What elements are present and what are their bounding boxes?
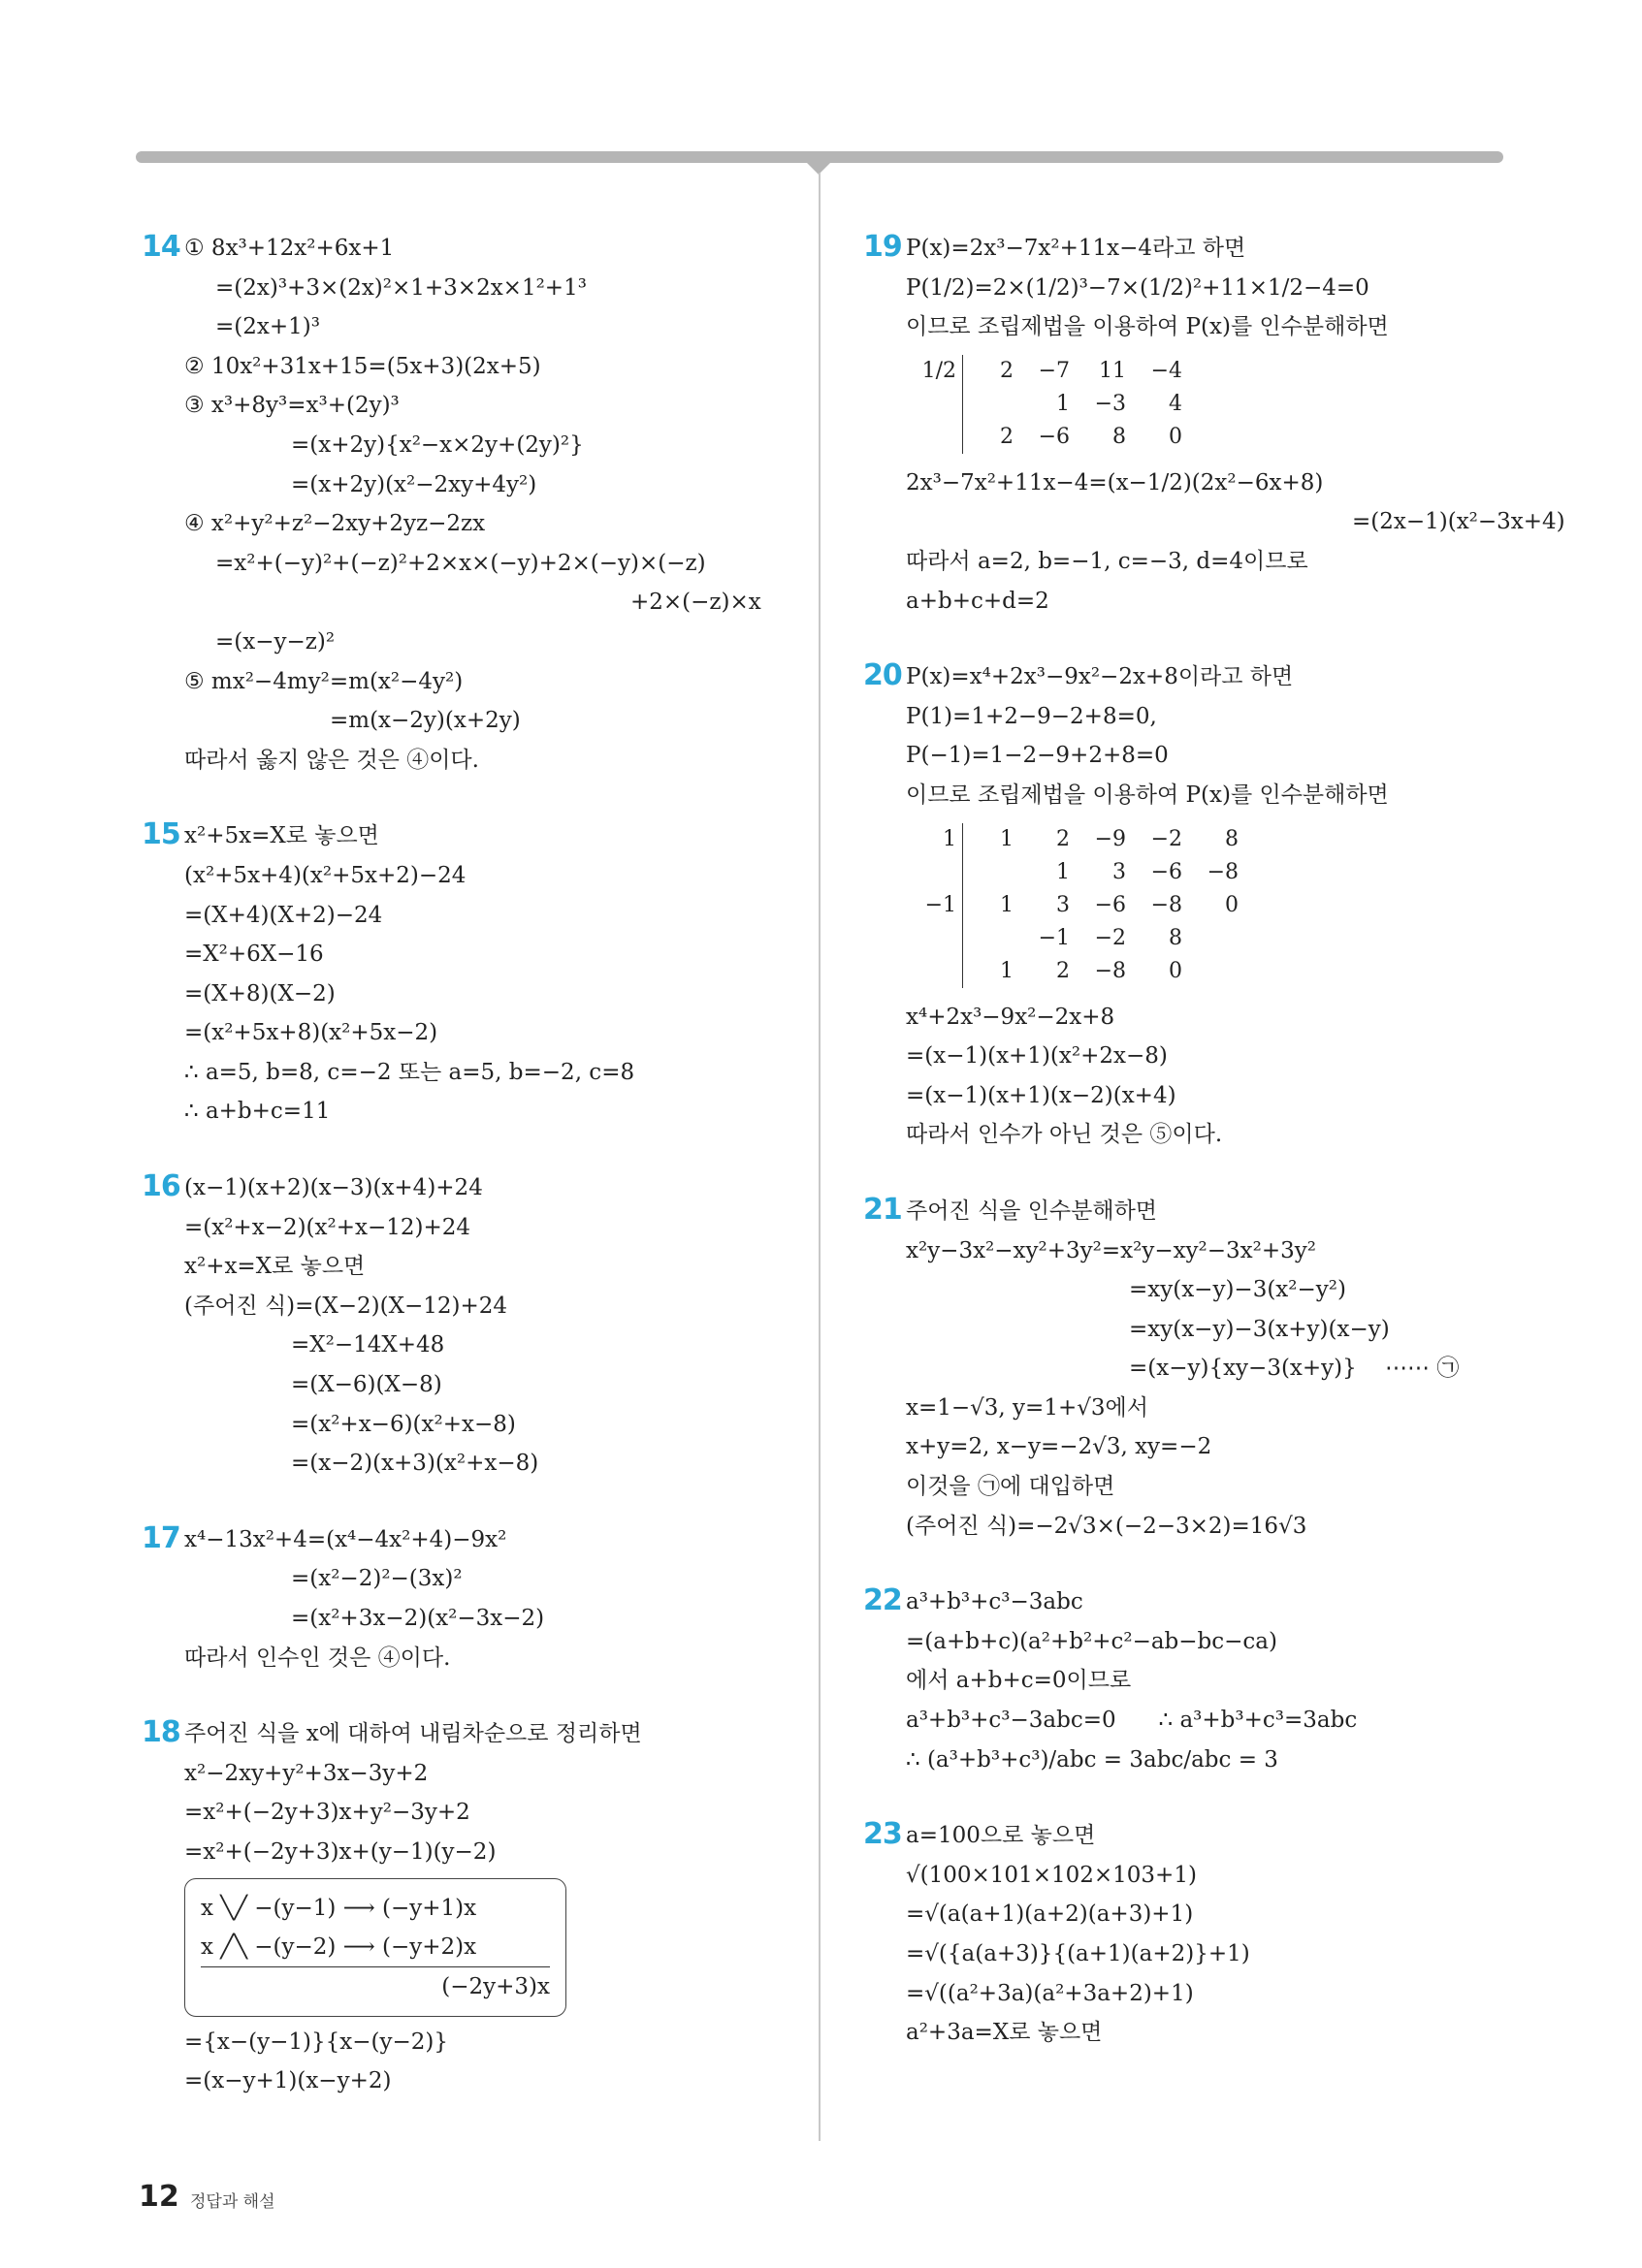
solution-line: √(100×101×102×103+1) xyxy=(906,1862,1197,1888)
problem-23 xyxy=(863,1816,1503,2053)
cross-multiplication-box xyxy=(184,1878,566,2017)
synthetic-cell xyxy=(1188,922,1244,955)
solution-line: x=1−√3, y=1+√3에서 xyxy=(906,1394,1148,1421)
problem-22 xyxy=(863,1582,1503,1779)
problem-number: 20 xyxy=(863,658,902,693)
solution-line: =(x−y+1)(x−y+2) xyxy=(184,2068,392,2094)
solution-line: ③ x³+8y³=x³+(2y)³ xyxy=(184,393,400,419)
synthetic-cell: 2 xyxy=(1056,959,1070,984)
solution-line: 에서 a+b+c=0이므로 xyxy=(906,1668,1132,1694)
solution-line: =√((a²+3a)(a²+3a+2)+1) xyxy=(906,1980,1194,2006)
synthetic-cell: −4 xyxy=(1150,359,1182,384)
cross-line: x ╱╲ −(y−2) ⟶ (−y+2)x xyxy=(201,1933,477,1960)
solution-line: a³+b³+c³−3abc xyxy=(906,1589,1083,1615)
problem-number: 19 xyxy=(863,230,902,264)
problem-number: 15 xyxy=(142,817,180,852)
solution-line: x²+x=X로 놓으면 xyxy=(184,1254,366,1280)
solution-line: =(x²+x−6)(x²+x−8) xyxy=(291,1411,516,1437)
synthetic-cell: −6 xyxy=(1038,425,1070,450)
problem-number: 14 xyxy=(142,230,180,264)
solution-line: =(X−6)(X−8) xyxy=(291,1372,442,1398)
synthetic-cell: −8 xyxy=(1094,959,1126,984)
solution-line: P(1)=1+2−9−2+8=0, xyxy=(906,703,1157,729)
solution-line: P(x)=x⁴+2x³−9x²−2x+8이라고 하면 xyxy=(906,664,1294,690)
solution-line: =(X+8)(X−2) xyxy=(184,980,336,1006)
solution-line: +2×(−z)×x xyxy=(630,590,761,616)
solution-line: =X²+6X−16 xyxy=(184,942,324,968)
synthetic-cell: 0 xyxy=(1169,425,1182,450)
synthetic-cell: 3 xyxy=(1112,860,1126,885)
solution-line: ④ x²+y²+z²−2xy+2yz−2zx xyxy=(184,511,486,537)
solution-line: 이므로 조립제법을 이용하여 P(x)를 인수분해하면 xyxy=(906,782,1389,808)
solution-line: a³+b³+c³−3abc=0 ∴ a³+b³+c³=3abc xyxy=(906,1708,1358,1734)
synthetic-cell: 2 xyxy=(963,421,1020,454)
solution-line: x+y=2, x−y=−2√3, xy=−2 xyxy=(906,1434,1212,1460)
solution-line: =(x−2)(x+3)(x²+x−8) xyxy=(291,1451,539,1477)
solution-line: ⑤ mx²−4my²=m(x²−4y²) xyxy=(184,668,464,694)
synthetic-cell: 1 xyxy=(963,889,1020,922)
solution-line: 따라서 인수가 아닌 것은 ⑤이다. xyxy=(906,1122,1223,1148)
synthetic-cell: −3 xyxy=(1094,392,1126,417)
solution-line: =(2x+1)³ xyxy=(215,314,320,340)
solution-line: =(x+2y){x²−x×2y+(2y)²} xyxy=(291,431,584,458)
synthetic-cell xyxy=(963,856,1020,889)
synthetic-cell xyxy=(906,955,963,988)
solution-line: =(x−y−z)² xyxy=(215,628,336,655)
left-column xyxy=(142,229,791,2138)
solution-line: =x²+(−2y+3)x+(y−1)(y−2) xyxy=(184,1838,497,1865)
solution-line: P(−1)=1−2−9+2+8=0 xyxy=(906,743,1169,769)
synthetic-cell: 11 xyxy=(1099,359,1126,384)
solution-line: (x²+5x+4)(x²+5x+2)−24 xyxy=(184,862,467,888)
synthetic-cell: −1 xyxy=(924,893,956,918)
synthetic-cell: 1 xyxy=(963,823,1020,856)
solution-line: =(x−1)(x+1)(x²+2x−8) xyxy=(906,1043,1168,1070)
synthetic-cell: −6 xyxy=(1150,860,1182,885)
solution-line: =(x²+3x−2)(x²−3x−2) xyxy=(291,1606,545,1631)
problem-14 xyxy=(142,229,791,780)
solution-line: 2x³−7x²+11x−4=(x−1/2)(2x²−6x+8) xyxy=(906,469,1324,495)
synthetic-cell xyxy=(1188,955,1244,988)
solution-line: =xy(x−y)−3(x²−y²) xyxy=(1129,1277,1346,1303)
solution-line: =(x²−2)²−(3x)² xyxy=(291,1566,463,1592)
synthetic-cell: −2 xyxy=(1094,926,1126,951)
synthetic-cell: 8 xyxy=(1112,425,1126,450)
synthetic-cell: 1 xyxy=(1056,392,1070,417)
synthetic-cell: 1/2 xyxy=(921,359,956,384)
solution-line: =(x−1)(x+1)(x−2)(x+4) xyxy=(906,1082,1176,1108)
problem-21 xyxy=(863,1192,1503,1546)
solution-line: 따라서 a=2, b=−1, c=−3, d=4이므로 xyxy=(906,548,1308,574)
problem-number: 18 xyxy=(142,1715,180,1750)
problem-body xyxy=(142,1714,791,2101)
solution-line: =X²−14X+48 xyxy=(291,1332,445,1358)
synthetic-cell: −8 xyxy=(1150,893,1182,918)
synthetic-cell: 1 xyxy=(943,827,956,852)
solution-line: 이므로 조립제법을 이용하여 P(x)를 인수분해하면 xyxy=(906,314,1389,340)
solution-line: 따라서 인수인 것은 ④이다. xyxy=(184,1645,451,1671)
problem-17 xyxy=(142,1520,791,1677)
solution-line: =(2x)³+3×(2x)²×1+3×2x×1²+1³ xyxy=(215,274,587,301)
problem-body xyxy=(142,1168,791,1484)
solution-line: x⁴−13x²+4=(x⁴−4x²+4)−9x² xyxy=(184,1526,507,1552)
solution-line: =x²+(−2y+3)x+y²−3y+2 xyxy=(184,1800,470,1826)
synthetic-cell: −2 xyxy=(1150,827,1182,852)
solution-line: x⁴+2x³−9x²−2x+8 xyxy=(906,1004,1115,1030)
synthetic-division-table xyxy=(906,355,1503,454)
solution-line: 따라서 옳지 않은 것은 ④이다. xyxy=(184,747,479,773)
problem-body xyxy=(863,1816,1503,2053)
problem-18 xyxy=(142,1714,791,2101)
problem-20 xyxy=(863,657,1503,1155)
problem-body xyxy=(142,229,791,780)
synthetic-cell: 2 xyxy=(963,355,1020,388)
solution-line: a²+3a=X로 놓으면 xyxy=(906,2020,1103,2046)
synthetic-cell: 8 xyxy=(1225,827,1239,852)
cross-line: x ╲╱ −(y−1) ⟶ (−y+1)x xyxy=(201,1895,477,1921)
page-label: 정답과 해설 xyxy=(190,2192,275,2212)
solution-line: =m(x−2y)(x+2y) xyxy=(330,708,521,734)
problem-body xyxy=(863,657,1503,1155)
solution-line: ① 8x³+12x²+6x+1 xyxy=(184,236,395,261)
synthetic-cell xyxy=(963,388,1020,421)
synthetic-cell: 1 xyxy=(1056,860,1070,885)
synthetic-cell: 1 xyxy=(963,955,1020,988)
solution-line: =(X+4)(X+2)−24 xyxy=(184,902,383,928)
solution-line: ∴ a+b+c=11 xyxy=(184,1099,331,1125)
synthetic-cell: 3 xyxy=(1056,893,1070,918)
synthetic-cell: −7 xyxy=(1038,359,1070,384)
solution-line: =x²+(−y)²+(−z)²+2×x×(−y)+2×(−y)×(−z) xyxy=(215,550,706,576)
solution-line: =(x+2y)(x²−2xy+4y²) xyxy=(291,471,537,497)
solution-line: =(x²+x−2)(x²+x−12)+24 xyxy=(184,1214,471,1240)
solution-line: P(x)=2x³−7x²+11x−4라고 하면 xyxy=(906,236,1246,261)
right-column xyxy=(863,229,1565,2090)
synthetic-cell: 2 xyxy=(1056,827,1070,852)
solution-line: =(2x−1)(x²−3x+4) xyxy=(1352,509,1565,535)
solution-line: 주어진 식을 x에 대하여 내림차순으로 정리하면 xyxy=(184,1721,642,1747)
problem-16 xyxy=(142,1168,791,1484)
cross-line: (−2y+3)x xyxy=(201,1966,550,2006)
solution-line: =(x−y){xy−3(x+y)} ⋯⋯ ㉠ xyxy=(1129,1356,1460,1382)
synthetic-cell: −8 xyxy=(1207,860,1239,885)
problem-number: 23 xyxy=(863,1817,902,1852)
page-number: 12 xyxy=(139,2180,179,2214)
solution-line: ∴ a=5, b=8, c=−2 또는 a=5, b=−2, c=8 xyxy=(184,1059,635,1085)
synthetic-cell: −9 xyxy=(1094,827,1126,852)
solution-line: (주어진 식)=−2√3×(−2−3×2)=16√3 xyxy=(906,1513,1307,1539)
problem-number: 17 xyxy=(142,1520,180,1555)
solution-line: 이것을 ㉠에 대입하면 xyxy=(906,1474,1115,1500)
solution-line: ={x−(y−1)}{x−(y−2)} xyxy=(184,2028,448,2055)
problem-body xyxy=(863,229,1565,621)
problem-body xyxy=(863,1582,1503,1779)
synthetic-cell: 0 xyxy=(1225,893,1239,918)
solution-line: P(1/2)=2×(1/2)³−7×(1/2)²+11×1/2−4=0 xyxy=(906,274,1369,301)
solution-line: ② 10x²+31x+15=(5x+3)(2x+5) xyxy=(184,353,541,379)
column-divider xyxy=(819,173,821,2141)
problem-body xyxy=(142,816,791,1132)
solution-line: =xy(x−y)−3(x+y)(x−y) xyxy=(1129,1316,1390,1342)
synthetic-cell xyxy=(906,421,963,454)
solution-line: x²+5x=X로 놓으면 xyxy=(184,823,379,849)
solution-line: =√({a(a+3)}{(a+1)(a+2)}+1) xyxy=(906,1941,1250,1966)
synthetic-cell: −1 xyxy=(1038,926,1070,951)
synthetic-cell xyxy=(906,922,963,955)
problem-number: 16 xyxy=(142,1169,180,1204)
problem-number: 21 xyxy=(863,1192,902,1227)
solution-line: (주어진 식)=(X−2)(X−12)+24 xyxy=(184,1293,508,1319)
synthetic-cell xyxy=(963,922,1020,955)
solution-line: x²−2xy+y²+3x−3y+2 xyxy=(184,1760,429,1786)
solution-line: (x−1)(x+2)(x−3)(x+4)+24 xyxy=(184,1175,483,1201)
problem-number: 22 xyxy=(863,1583,902,1618)
solution-line: a=100으로 놓으면 xyxy=(906,1823,1096,1849)
problem-body xyxy=(142,1520,791,1677)
solution-line: x²y−3x²−xy²+3y²=x²y−xy²−3x²+3y² xyxy=(906,1237,1316,1263)
solution-line: =(x²+5x+8)(x²+5x−2) xyxy=(184,1020,438,1046)
synthetic-cell xyxy=(906,856,963,889)
solution-line: =√(a(a+1)(a+2)(a+3)+1) xyxy=(906,1901,1194,1928)
problem-19 xyxy=(863,229,1565,621)
problem-body xyxy=(863,1192,1503,1546)
synthetic-cell: −6 xyxy=(1094,893,1126,918)
solution-line: 주어진 식을 인수분해하면 xyxy=(906,1198,1158,1224)
synthetic-cell: 4 xyxy=(1169,392,1182,417)
solution-line: ∴ (a³+b³+c³)/abc = 3abc/abc = 3 xyxy=(906,1746,1278,1773)
synthetic-cell: 8 xyxy=(1169,926,1182,951)
solution-line: =(a+b+c)(a²+b²+c²−ab−bc−ca) xyxy=(906,1628,1277,1654)
solution-line: a+b+c+d=2 xyxy=(906,588,1049,614)
problem-15 xyxy=(142,816,791,1132)
synthetic-cell xyxy=(906,388,963,421)
synthetic-cell: 0 xyxy=(1169,959,1182,984)
synthetic-division-table xyxy=(906,823,1503,988)
